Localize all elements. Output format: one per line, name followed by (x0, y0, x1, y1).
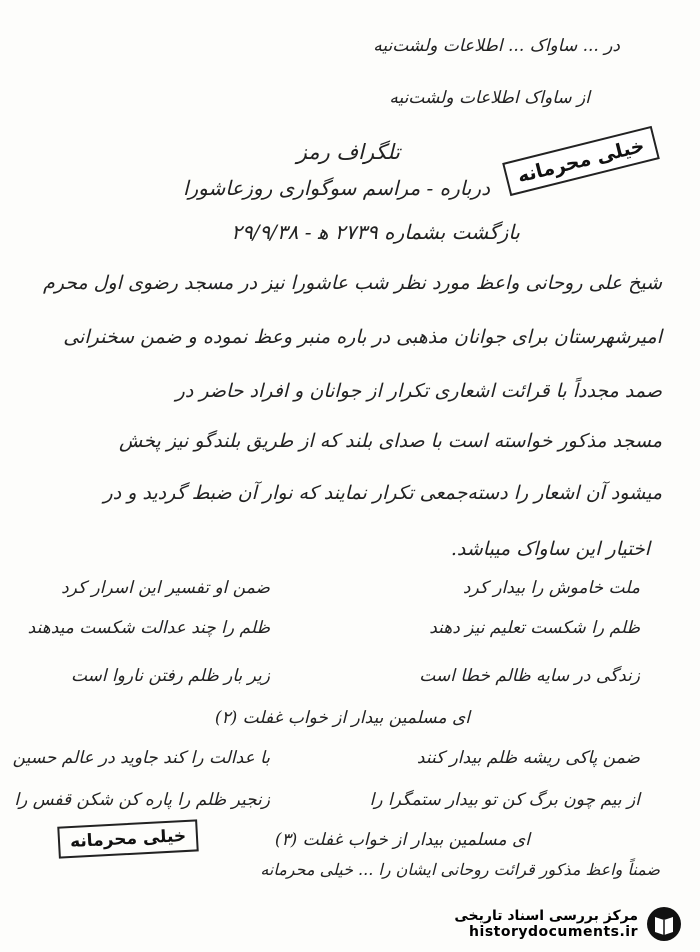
verse-left: ملت خاموش را بیدار کرد (462, 578, 640, 598)
org-name: مرکز بررسی اسناد تاریخی (454, 908, 638, 924)
verse-right: زیر بار ظلم رفتن ناروا است (70, 666, 270, 686)
confidential-stamp: خیلی محرمانه (502, 126, 660, 196)
body-line: میشود آن اشعار را دسته‌جمعی تکرار نمایند که نوار آن ضبط گردید و در (103, 482, 662, 504)
body-line: اختیار این ساواک میباشد. (450, 538, 650, 560)
chorus-line: ای مسلمین بیدار از خواب غفلت (۳) (274, 830, 530, 850)
document-title: تلگراف رمز (296, 140, 400, 164)
verse-left: زندگی در سایه ظالم خطا است (419, 666, 640, 686)
body-line: صمد مجدداً با قرائت اشعاری تکرار از جوانان و افراد حاضر در (175, 380, 662, 402)
body-line: شیخ علی روحانی واعظ مورد نظر شب عاشورا نیز در مسجد رضوی اول محرم (42, 272, 662, 294)
verse-right: با عدالت را کند جاوید در عالم حسین (12, 748, 270, 768)
header-line-2: از ساواک اطلاعات ولشت‌نیه (389, 88, 590, 108)
document-subject: درباره - مراسم سوگواری روزعاشورا (182, 176, 490, 200)
header-line-1: در ... ساواک ... اطلاعات ولشت‌نیه (373, 36, 620, 56)
body-line: مسجد مذکور خواسته است با صدای بلند که از طریق بلندگو نیز پخش (118, 430, 662, 452)
verse-left: از بیم چون برگ کن تو بیدار ستمگرا را (369, 790, 640, 810)
site-url: historydocuments.ir (469, 924, 638, 940)
body-line: امیرشهرستان برای جوانان مذهبی در باره منبر وعظ نموده و ضمن سخنرانی (63, 326, 662, 348)
reference-number: بازگشت بشماره ۲۷۳۹ ه‍ - ۲۹/۹/۳۸ (231, 220, 520, 244)
verse-right: ظلم را چند عدالت شکست میدهند (27, 618, 270, 638)
verse-left: ضمن پاکی ریشه ظلم بیدار کنند (416, 748, 640, 768)
bottom-confidential-stamp: خیلی محرمانه (57, 819, 199, 858)
verse-right: زنجیر ظلم را پاره کن شکن قفس را (14, 790, 270, 810)
verse-left: ظلم را شکست تعلیم نیز دهند (429, 618, 640, 638)
watermark-footer (454, 906, 682, 942)
closing-line: ضمناً واعظ مذکور قرائت روحانی ایشان را ... خیلی محرمانه (260, 860, 660, 879)
chorus-line: ای مسلمین بیدار از خواب غفلت (۲) (214, 708, 470, 728)
book-logo-icon (646, 906, 682, 942)
verse-right: ضمن او تفسیر این اسرار کرد (61, 578, 270, 598)
